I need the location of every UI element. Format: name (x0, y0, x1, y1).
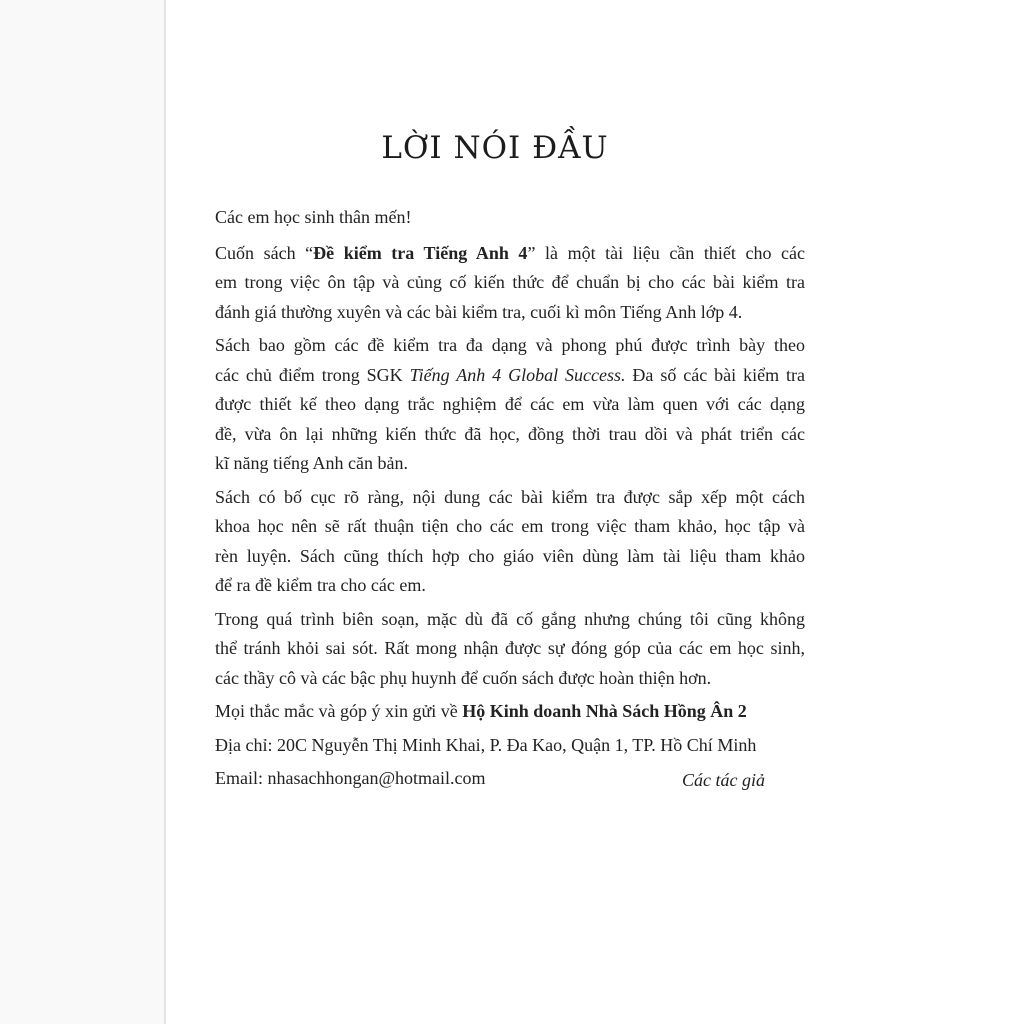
contact-line: Mọi thắc mắc và góp ý xin gửi về Hộ Kinh doanh Nhà Sách Hồng Ân 2 (215, 701, 747, 721)
paragraph-2-line-1: Sách bao gồm các đề kiểm tra đa dạng và phong phú được trình bày theo (215, 335, 805, 355)
paragraph-1-line-2: em trong việc ôn tập và củng cố kiến thức để chuẩn bị cho các bài kiểm tra (215, 272, 805, 292)
paragraph-1-line-1: Cuốn sách “Đề kiểm tra Tiếng Anh 4” là một tài liệu cần thiết cho các (215, 242, 805, 263)
page-edge (164, 0, 166, 1024)
publisher-name: Hộ Kinh doanh Nhà Sách Hồng Ân 2 (462, 701, 747, 721)
paragraph-3 (215, 483, 805, 601)
address-line (215, 731, 805, 761)
paragraph-3-line-4: để ra đề kiểm tra cho các em. (215, 575, 426, 595)
paragraph-3-line-3: rèn luyện. Sách cũng thích hợp cho giáo viên dùng làm tài liệu tham khảo (215, 545, 805, 566)
paragraph-4-line-3: các thầy cô và các bậc phụ huynh để cuốn sách được hoàn thiện hơn. (215, 667, 712, 688)
book-title: Đề kiểm tra Tiếng Anh 4 (313, 242, 528, 263)
book-spine-shadow (0, 0, 165, 1024)
paragraph-4 (215, 605, 805, 694)
page-title: LỜI NÓI ĐẦU (381, 130, 609, 166)
paragraph-4-line-1: Trong quá trình biên soạn, mặc dù đã cố gắng nhưng chúng tôi cũng không (215, 608, 805, 629)
greeting-text: Các em học sinh thân mến! (215, 207, 412, 227)
textbook-title: Tiếng Anh 4 Global Success. (409, 364, 626, 385)
signature: Các tác giả (682, 770, 765, 790)
email-text: Email: nhasachhongan@hotmail.com (215, 768, 486, 788)
paragraph-2-line-3: được thiết kế theo dạng trắc nghiệm để các em vừa làm quen với các dạng (215, 394, 805, 414)
paragraph-1-line-3: đánh giá thường xuyên và các bài kiểm tra, cuối kì môn Tiếng Anh lớp 4. (215, 301, 743, 322)
paragraph-2-line-4: đề, vừa ôn lại những kiến thức đã học, đồng thời trau dồi và phát triển các (215, 423, 805, 444)
paragraph-4-line-2: thể tránh khỏi sai sót. Rất mong nhận được sự đóng góp của các em học sinh, (215, 638, 805, 658)
greeting (215, 203, 805, 233)
paragraph-2-line-2: các chủ điểm trong SGK Tiếng Anh 4 Global Success. Đa số các bài kiểm tra (215, 364, 806, 385)
paragraph-2-line-5: kĩ năng tiếng Anh căn bản. (215, 453, 408, 473)
paragraph-3-line-1: Sách có bố cục rõ ràng, nội dung các bài kiểm tra được sắp xếp một cách (215, 486, 805, 507)
paragraph-3-line-2: khoa học nên sẽ rất thuận tiện cho các em trong việc tham khảo, học tập và (215, 516, 805, 536)
preface-body (215, 203, 805, 798)
paragraph-1 (215, 239, 805, 328)
address-text: Địa chỉ: 20C Nguyễn Thị Minh Khai, P. Đa Kao, Quận 1, TP. Hồ Chí Minh (215, 734, 757, 755)
paragraph-2 (215, 331, 805, 479)
